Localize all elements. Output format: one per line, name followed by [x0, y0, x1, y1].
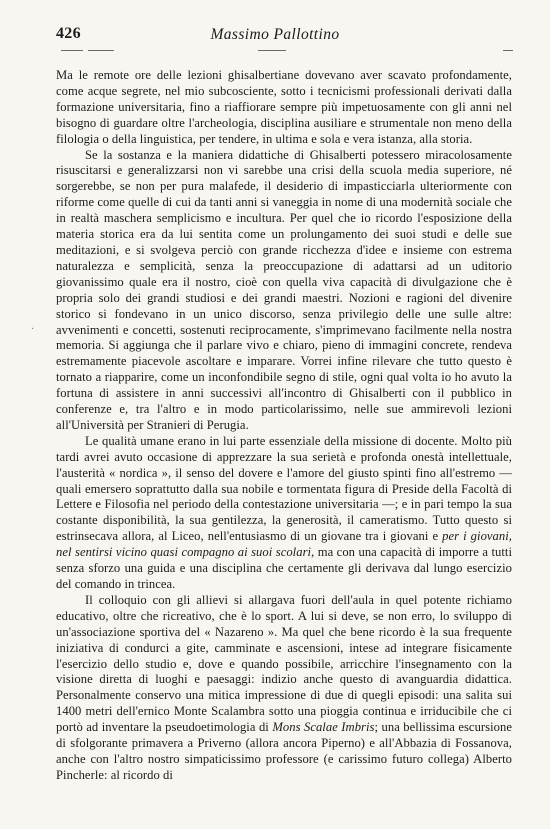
header-rule-left — [61, 50, 83, 51]
paragraph-text: Ma le remote ore delle lezioni ghisalbertiane dovevano aver scavato profondamente, come acque segrete, nel mio subcosciente, sotto i tecnicismi professionali derivati dalla formazione universitaria, fino a riaffiorare sempre più impetuosamente con gli anni nel bisogno di guardare oltre l'archeologia, disciplina ausiliare e strumentale non meno della filologia o della linguistica, per tendere, in ultima e sola e vera istanza, alla storia. — [56, 68, 512, 146]
paragraph — [56, 68, 512, 148]
paragraph-text: Se la sostanza e la maniera didattiche di Ghisalberti potessero miracolosamente risuscitarsi e generalizzarsi non vi sarebbe una crisi della scuola media superiore, né sorgerebbe, se non per pura malafede, il desiderio di impasticciarla ulteriormente con riforme come quelle di cui da tanti anni si vaneggia in nome di una modernità sociale che in realtà maschera semplicismo e incultura. Per quel che io ricordo l'esposizione della materia storica era da lui sentita come un prolungamento dei suoi studi e delle sue meditazioni, e si svolgeva perciò con grande ricchezza d'idee e insieme con estrema naturalezza e semplicità, senza la preoccupazione di adattarsi ad un uditorio giovanissimo quale era il nostro, cioè con quella viva capacità di divulgazione che è propria solo dei grandi studiosi e dei grandi maestri. Nozioni e ragioni del divenire storico si fondevano in un unico discorso, senza privilegio delle une sulle altre: avvenimenti e concetti, sostenuti reciprocamente, s'imprimevano facilmente nella nostra memoria. Si aggiunga che il parlare vivo e chiaro, pieno di immagini concrete, rendeva estremamente piacevole ascoltare e imparare. Vorrei infine rilevare che tutto questo è tornato a riapparire, come un inconfondibile segno di stile, ogni qual volta io ho avuto la fortuna di assistere in anni successivi all'incontro di Ghisalberti con il pubblico in conferenze e, tra l'altro e in modo particolarissimo, nelle sue ammirevoli lezioni all'Università per Stranieri di Perugia. — [56, 147, 512, 432]
header-rule-left-2 — [88, 50, 114, 51]
paragraph-text: ; una bellissima escursione di sfolgorante primavera a Priverno (allora ancora Piperno) e all'Abbazia di Fossanova, anche con l'altro nostro simpaticissimo professore (e carissimo futuro collega) Alberto Pincherle: al ricordo di — [56, 720, 512, 782]
paragraph-text: Le qualità umane erano in lui parte essenziale della missione di docente. Molto più tardi avrei avuto occasione di apprezzare la sua serietà e profonda onestà intellettuale, l'austerità « nordica », il senso del dovere e l'amore del giusto spinti fino all'estremo — quali emersero soprattutto dalla sua nobile e tormentata figura di Preside della Facoltà di Lettere e Filosofia nel periodo della contestazione universitaria —; e in pari tempo la sua costante disponibilità, la sua gentilezza, la generosità, il cameratismo. Tutto questo si estrinsecava allora, al Liceo, nell'entusiasmo di un giovane tra i giovani e — [56, 433, 512, 544]
margin-mark: · — [31, 324, 35, 335]
running-head: Massimo Pallottino — [210, 26, 340, 43]
body-text — [56, 68, 512, 784]
italic-text: Mons Scalae Imbris — [272, 720, 375, 735]
page-header — [0, 25, 550, 49]
italic-text: per i giovani, nel sentirsi vicino quasi compagno ai suoi scolari — [56, 529, 512, 560]
header-rule-right — [503, 50, 513, 51]
page-number: 426 — [56, 25, 81, 42]
paragraph — [56, 593, 512, 784]
header-rule-center — [258, 50, 286, 51]
paragraph — [56, 148, 512, 434]
paragraph — [56, 434, 512, 593]
paragraph-text: Il colloquio con gli allievi si allargava fuori dell'aula in quel potente richiamo educativo, oltre che ricreativo, che è lo sport. A lui si deve, se non erro, lo sviluppo di un'associazione sportiva del « Nazareno ». Ma quel che bene ricordo è la sua frequente iniziativa di condurci a gite, camminate e ascensioni, intese ad integrare fisicamente l'esercizio dello studio e, dove e quando possibile, arricchire l'insegnamento con la visione diretta di luoghi e paesaggi: indizio anche questo di avanguardia didattica. Personalmente conservo una mitica impressione di due di quegli episodi: una salita sui 1400 metri dell'ernico Monte Scalambra sotto una pioggia continua e irriducibile che ci portò ad inventare la pseudoetimologia di — [56, 592, 512, 735]
paragraph-text: , ma con una capacità di imporre a tutti senza sforzo una guida e una disciplina che certamente gli derivava dal lungo esercizio del comando in trincea. — [56, 545, 512, 591]
